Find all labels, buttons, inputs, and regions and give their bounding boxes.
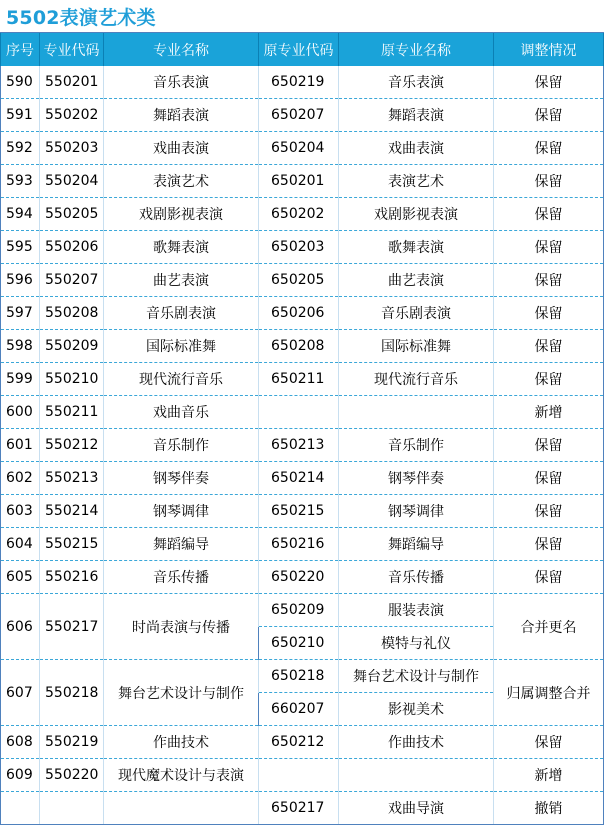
serial-cell: 592 — [1, 132, 40, 165]
major-code-cell: 550202 — [40, 99, 104, 132]
serial-cell: 597 — [1, 297, 40, 330]
major-name-cell: 戏曲表演 — [104, 132, 259, 165]
major-name-cell: 音乐剧表演 — [104, 297, 259, 330]
original-code-cell: 650210 — [259, 627, 339, 660]
original-name-cell: 音乐剧表演 — [339, 297, 494, 330]
original-name-cell: 国际标准舞 — [339, 330, 494, 363]
serial-cell: 591 — [1, 99, 40, 132]
major-name-cell: 戏曲音乐 — [104, 396, 259, 429]
major-name-cell: 现代魔术设计与表演 — [104, 759, 259, 792]
original-code-cell: 650216 — [259, 528, 339, 561]
original-code-cell: 650203 — [259, 231, 339, 264]
serial-cell — [1, 792, 40, 825]
table-row — [1, 726, 604, 759]
major-name-cell: 现代流行音乐 — [104, 363, 259, 396]
major-code-cell: 550207 — [40, 264, 104, 297]
table-header — [1, 33, 604, 66]
major-name-cell: 曲艺表演 — [104, 264, 259, 297]
table-row — [1, 759, 604, 792]
table-row — [1, 99, 604, 132]
original-code-cell — [259, 759, 339, 792]
adjustment-cell: 保留 — [494, 495, 604, 528]
adjustment-cell: 保留 — [494, 198, 604, 231]
adjustment-cell: 新增 — [494, 396, 604, 429]
major-name-cell: 音乐传播 — [104, 561, 259, 594]
adjustment-cell: 保留 — [494, 231, 604, 264]
adjustment-cell: 保留 — [494, 726, 604, 759]
adjustment-cell: 归属调整合并 — [494, 660, 604, 726]
major-name-cell: 钢琴调律 — [104, 495, 259, 528]
original-name-cell: 戏曲导演 — [339, 792, 494, 825]
major-name-cell: 表演艺术 — [104, 165, 259, 198]
original-name-cell: 舞蹈表演 — [339, 99, 494, 132]
table-row — [1, 330, 604, 363]
original-code-cell: 650201 — [259, 165, 339, 198]
major-name-cell: 舞台艺术设计与制作 — [104, 660, 259, 726]
header-adjustment: 调整情况 — [494, 33, 604, 66]
major-code-cell: 550203 — [40, 132, 104, 165]
major-name-cell: 音乐制作 — [104, 429, 259, 462]
serial-cell: 602 — [1, 462, 40, 495]
table-row — [1, 528, 604, 561]
adjustment-cell: 合并更名 — [494, 594, 604, 660]
serial-cell: 608 — [1, 726, 40, 759]
major-code-cell: 550216 — [40, 561, 104, 594]
header-major-name: 专业名称 — [104, 33, 259, 66]
major-name-cell: 音乐表演 — [104, 66, 259, 99]
serial-cell: 607 — [1, 660, 40, 726]
original-name-cell: 音乐表演 — [339, 66, 494, 99]
major-name-cell — [104, 792, 259, 825]
adjustment-cell: 保留 — [494, 363, 604, 396]
original-code-cell: 650220 — [259, 561, 339, 594]
adjustment-cell: 保留 — [494, 561, 604, 594]
original-code-cell: 660207 — [259, 693, 339, 726]
original-name-cell: 钢琴调律 — [339, 495, 494, 528]
original-name-cell: 模特与礼仪 — [339, 627, 494, 660]
table-row — [1, 66, 604, 99]
original-name-cell: 戏曲表演 — [339, 132, 494, 165]
serial-cell: 598 — [1, 330, 40, 363]
original-name-cell — [339, 759, 494, 792]
table-row — [1, 297, 604, 330]
header-original-name: 原专业名称 — [339, 33, 494, 66]
original-code-cell: 650218 — [259, 660, 339, 693]
adjustment-cell: 保留 — [494, 165, 604, 198]
major-name-cell: 歌舞表演 — [104, 231, 259, 264]
original-code-cell: 650212 — [259, 726, 339, 759]
major-name-cell: 时尚表演与传播 — [104, 594, 259, 660]
major-name-cell: 国际标准舞 — [104, 330, 259, 363]
adjustment-cell: 保留 — [494, 462, 604, 495]
table-row — [1, 462, 604, 495]
original-code-cell: 650211 — [259, 363, 339, 396]
major-code-cell — [40, 792, 104, 825]
original-code-cell: 650217 — [259, 792, 339, 825]
major-code-cell: 550209 — [40, 330, 104, 363]
original-name-cell: 服装表演 — [339, 594, 494, 627]
serial-cell: 593 — [1, 165, 40, 198]
table-row — [1, 792, 604, 825]
table-row — [1, 495, 604, 528]
major-code-cell: 550212 — [40, 429, 104, 462]
major-name-cell: 戏剧影视表演 — [104, 198, 259, 231]
table-row — [1, 660, 604, 693]
serial-cell: 603 — [1, 495, 40, 528]
serial-cell: 599 — [1, 363, 40, 396]
table-row — [1, 198, 604, 231]
major-code-cell: 550214 — [40, 495, 104, 528]
adjustment-cell: 保留 — [494, 429, 604, 462]
original-name-cell: 舞台艺术设计与制作 — [339, 660, 494, 693]
major-code-cell: 550205 — [40, 198, 104, 231]
original-name-cell: 歌舞表演 — [339, 231, 494, 264]
major-code-cell: 550220 — [40, 759, 104, 792]
major-name-cell: 舞蹈编导 — [104, 528, 259, 561]
major-code-cell: 550210 — [40, 363, 104, 396]
major-name-cell: 作曲技术 — [104, 726, 259, 759]
serial-cell: 594 — [1, 198, 40, 231]
major-name-cell: 舞蹈表演 — [104, 99, 259, 132]
adjustment-cell: 保留 — [494, 264, 604, 297]
original-name-cell: 表演艺术 — [339, 165, 494, 198]
table-body — [1, 66, 604, 825]
serial-cell: 606 — [1, 594, 40, 660]
original-code-cell: 650214 — [259, 462, 339, 495]
table-row — [1, 132, 604, 165]
original-code-cell: 650204 — [259, 132, 339, 165]
major-code-cell: 550213 — [40, 462, 104, 495]
original-code-cell: 650208 — [259, 330, 339, 363]
adjustment-cell: 保留 — [494, 297, 604, 330]
table-row — [1, 231, 604, 264]
table-row — [1, 363, 604, 396]
original-name-cell: 作曲技术 — [339, 726, 494, 759]
major-code-cell: 550211 — [40, 396, 104, 429]
serial-cell: 609 — [1, 759, 40, 792]
header-serial: 序号 — [1, 33, 40, 66]
original-name-cell: 曲艺表演 — [339, 264, 494, 297]
major-code-cell: 550201 — [40, 66, 104, 99]
adjustment-cell: 撤销 — [494, 792, 604, 825]
original-code-cell: 650205 — [259, 264, 339, 297]
adjustment-cell: 保留 — [494, 99, 604, 132]
original-code-cell: 650202 — [259, 198, 339, 231]
adjustment-cell: 新增 — [494, 759, 604, 792]
original-code-cell: 650213 — [259, 429, 339, 462]
original-name-cell: 影视美术 — [339, 693, 494, 726]
original-code-cell: 650209 — [259, 594, 339, 627]
section-title: 5502表演艺术类 — [0, 0, 604, 33]
serial-cell: 600 — [1, 396, 40, 429]
major-code-cell: 550219 — [40, 726, 104, 759]
major-code-cell: 550204 — [40, 165, 104, 198]
original-name-cell: 音乐传播 — [339, 561, 494, 594]
original-code-cell — [259, 396, 339, 429]
adjustment-cell: 保留 — [494, 330, 604, 363]
serial-cell: 596 — [1, 264, 40, 297]
adjustment-cell: 保留 — [494, 66, 604, 99]
major-code-cell: 550218 — [40, 660, 104, 726]
table-row — [1, 429, 604, 462]
header-major-code: 专业代码 — [40, 33, 104, 66]
serial-cell: 601 — [1, 429, 40, 462]
major-code-cell: 550208 — [40, 297, 104, 330]
table-row — [1, 594, 604, 627]
original-name-cell — [339, 396, 494, 429]
serial-cell: 590 — [1, 66, 40, 99]
table-row — [1, 561, 604, 594]
major-table — [0, 33, 604, 825]
original-name-cell: 音乐制作 — [339, 429, 494, 462]
major-code-cell: 550215 — [40, 528, 104, 561]
major-code-cell: 550217 — [40, 594, 104, 660]
table-row — [1, 396, 604, 429]
serial-cell: 604 — [1, 528, 40, 561]
original-code-cell: 650207 — [259, 99, 339, 132]
major-code-cell: 550206 — [40, 231, 104, 264]
major-name-cell: 钢琴伴奏 — [104, 462, 259, 495]
table-row — [1, 165, 604, 198]
original-name-cell: 钢琴伴奏 — [339, 462, 494, 495]
original-code-cell: 650219 — [259, 66, 339, 99]
adjustment-cell: 保留 — [494, 132, 604, 165]
original-name-cell: 戏剧影视表演 — [339, 198, 494, 231]
table-row — [1, 264, 604, 297]
original-code-cell: 650215 — [259, 495, 339, 528]
original-name-cell: 现代流行音乐 — [339, 363, 494, 396]
header-original-code: 原专业代码 — [259, 33, 339, 66]
adjustment-cell: 保留 — [494, 528, 604, 561]
serial-cell: 595 — [1, 231, 40, 264]
original-name-cell: 舞蹈编导 — [339, 528, 494, 561]
original-code-cell: 650206 — [259, 297, 339, 330]
serial-cell: 605 — [1, 561, 40, 594]
